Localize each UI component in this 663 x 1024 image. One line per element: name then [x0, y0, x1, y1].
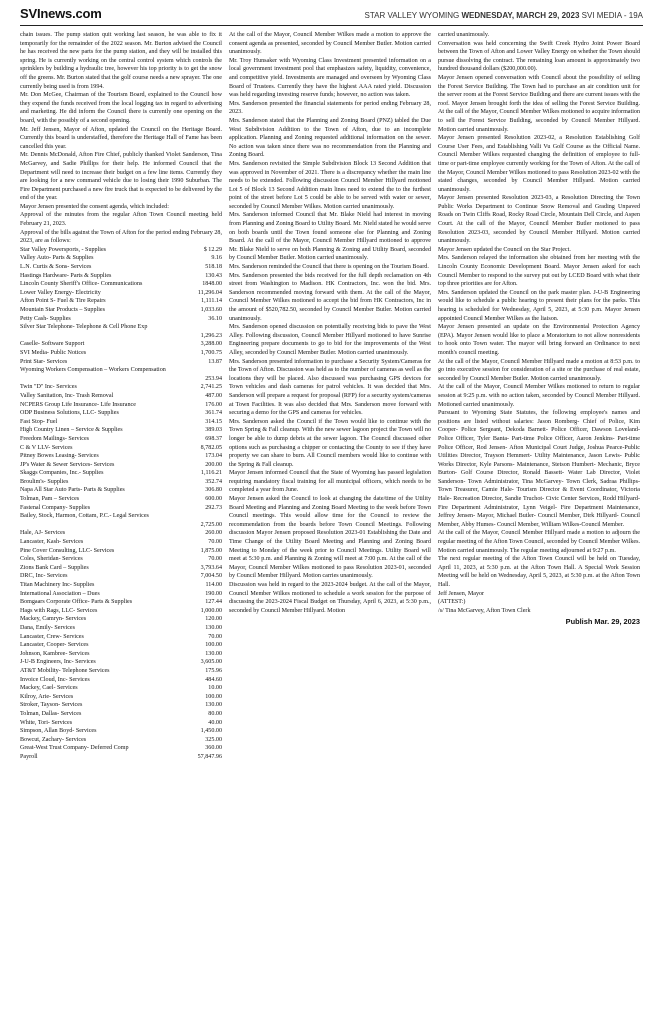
paragraph: Mayor Jensen updated the Council on the Star Project.	[438, 246, 571, 253]
bill-row	[20, 693, 222, 702]
bill-payee: Pitney Bowes Leasing- Services	[20, 453, 99, 460]
bill-row	[20, 366, 222, 383]
bill-amount: 40.00	[208, 719, 222, 726]
bill-row	[20, 624, 222, 633]
column-1	[20, 31, 222, 761]
bill-row	[20, 504, 222, 513]
bill-row	[20, 452, 222, 461]
bill-row	[20, 418, 222, 427]
bill-payee: NCPERS Group Life Insurance- Life Insurance	[20, 401, 136, 408]
bill-amount: 120.00	[205, 616, 222, 623]
bill-row	[20, 297, 222, 306]
bill-row	[20, 263, 222, 272]
bill-payee: Lower Valley Energy- Electricity	[20, 289, 101, 296]
bill-payee: Valley Sanitation, Inc- Trash Removal	[20, 392, 114, 399]
bill-amount: 1,116.21	[200, 470, 222, 477]
bill-payee: Coles, Sheridan- Services	[20, 556, 83, 563]
paragraph: Mrs. Sanderson informed Council that Mr. Blake Nield had interest in moving from Planning and Zoning Board to Utility Board. Mr. Nield stated he would serve on both boards until the Town found someone else for Planning and Zoning Board. At the call of the Mayor, Council Member Hillyard motioned to approve Mr. Blake Nield to serve on both Planning & Zoning and Utility Board, seconded by Council Member Butler. Motion carried unanimously.	[229, 212, 431, 262]
paragraph: At the call of the Mayor, Council Member Hillyard made a motion to adjourn the regular meeting of the Afton Town Council, seconded by Council Member Wilkes. Motion carried unanimously. The regular meeting adjourned at 9:27 p.m.	[438, 530, 640, 554]
bill-amount: 306.80	[205, 487, 222, 494]
bill-amount: 600.00	[205, 496, 222, 503]
bill-payee: ODP Business Solutions, LLC- Supplies	[20, 410, 119, 417]
paragraph: At the call of the Mayor, Council Member Hillyard made a motion at 8:53 p.m. to go into executive session for consideration of a site or the purchase of real estate, seconded by Council Member Butler. Motion carried unanimously.	[438, 358, 640, 382]
paragraph: Mayor Jensen presented Resolution 2023-03, a Resolution Directing the Town Public Works Department to Continue Snow Removal and Grading Unpaved Roads on Twin Cliffs Road, Rocky Road Circle, Mountain Dell Circle, and Aspen Court. At the call of the Mayor, Council Member Butler motioned to pass Resolution 2023-03, seconded by Council Member Hillyard. Motion carried unanimously.	[438, 195, 640, 245]
paragraph: Mrs. Sanderson relayed the information she obtained from her meeting with the Lincoln County Economic Development Board. Mayor Jensen asked for each Council Member to respond to the survey put out by LCED Board with what their top three priorities are for Afton.	[438, 255, 640, 288]
bill-row	[20, 461, 222, 470]
bill-payee: Invoice Cloud, Inc- Services	[20, 676, 90, 683]
bill-row	[20, 598, 222, 607]
paragraph: Mrs. Sanderson opened discussion on potentially receiving bids to pave the West Alley. Following discussion, Council Member Hillyard motioned to have Sunrise Engineering prepare documents to go to bid for the improvements of the West Alley, seconded by Council Member Butler. Motion carried unanimously.	[229, 324, 431, 356]
bill-amount: 698.37	[205, 435, 222, 442]
bill-amount: 1,875.00	[200, 547, 222, 554]
bill-amount: 1848.00	[202, 281, 222, 288]
bill-row	[20, 401, 222, 410]
paragraph: Mrs. Sanderson presented information to purchase a Security System/Cameras for the Town of Afton. Discussion was held as to the number of cameras as well as the locations they will be placed. Also discussed was purchasing GPS devices for Town vehicles and dash cameras for patrol vehicles. It was decided that Mrs. Sanderson will prepare a request for proposal (RFP) for a security system/cameras at Town Facilities. It was also decided that Mrs. Sanderson move forward with securing a demo for the GPS and cameras for vehicles.	[229, 358, 431, 417]
bill-amount: 484.60	[205, 676, 222, 683]
runhead-date: WEDNESDAY, MARCH 29, 2023	[461, 11, 580, 20]
bill-row	[20, 323, 222, 340]
bill-row	[20, 615, 222, 624]
bill-amount: 361.74	[205, 410, 222, 417]
bill-row	[20, 744, 222, 753]
paragraph: Mr. Dennis McDonald, Afton Fire Chief, publicly thanked Violet Sanderson, Tina McGarvey, and Sadie Phillips for their help. He informed Council that the Department will need to increase their budget on a few line items. Currently they are looking for a new command vehicle due to losing their 1990 Suburban. The Fire Department purchased a new fire truck that is expected to be delivered by the end of the year.	[20, 152, 222, 202]
paragraph: Mrs. Sanderson reminded the Council that there is opening on the Tourism Board.	[229, 264, 429, 271]
bill-payee: Tolman, Pam – Services	[20, 496, 80, 503]
bill-row	[20, 478, 222, 487]
bill-row	[20, 581, 222, 590]
column-1-paragraphs	[20, 31, 222, 246]
paragraph: Mr. Jeff Jensen, Mayor of Afton, updated the Council on the Heritage Board. Currently this board is understaffed, therefore the Heritage Hall of Fame has been cancelled this year.	[20, 126, 222, 150]
bill-amount: 1,111.14	[201, 298, 222, 305]
bill-payee: Fastenal Company- Supplies	[20, 504, 91, 511]
paragraph: At the call of the Mayor, Council Member Wilkes motioned to return to regular session at 9:25 p.m. with no action taken, seconded by Council Member Hillyard. Motioned carried unanimously.	[438, 384, 640, 408]
bill-amount: 9.16	[211, 255, 222, 262]
bill-amount: 352.74	[205, 478, 222, 485]
paragraph: Mayor Jensen presented an update on the Environmental Protection Agency (EPA). Mayor Jensen would like to place a Moratorium to not allow nonresidents to hook onto Town water. The mayor will bring forward an Ordinance to next month's council meeting.	[438, 324, 640, 356]
running-head	[365, 11, 643, 20]
bill-row	[20, 555, 222, 564]
paragraph: Mayor Jensen presented the consent agenda, which included:	[20, 203, 169, 210]
bill-row	[20, 246, 222, 255]
bill-row	[20, 529, 222, 538]
column-3-paragraphs	[438, 31, 640, 615]
bill-amount: 260.00	[205, 530, 222, 537]
bill-payee: L.N. Curtis & Sons- Services	[20, 264, 92, 271]
bill-amount: 127.44	[205, 599, 222, 606]
bill-payee: Mountain Star Products – Supplies	[20, 307, 105, 313]
bill-row	[20, 349, 222, 358]
bill-amount: 2,741.25	[200, 384, 222, 391]
bill-payee: Bailey, Stock, Harmon, Cottam, P.C.- Legal Services	[20, 513, 149, 520]
bill-payee: Mackey, Camryn- Services	[20, 616, 87, 623]
paragraph: Mayor Jensen opened conversation with Council about the possibility of selling the Forest Service Building. The Town had to purchase an air condition unit for the server room at the Forest Service Building and there are current issues with the roof. Mayor Jensen brought forth the idea of selling the Forest Service Building. At the call of the Mayor, Council Member Wilkes motioned to acquire information to sell the Forest Service Building, seconded by Council Member Hillyard. Motion carried unanimously.	[438, 74, 640, 133]
bill-row	[20, 538, 222, 547]
bill-row	[20, 315, 222, 324]
paragraph: Mrs. Sanderson stated that the Planning and Zoning Board (PNZ) tabled the Due West Subdivision Addition to the Town of Afton, due to an incomplete application. Planning and Zoning requested additional information on the sewer. No action was taken since there was no recommendation from the Planning and Zoning Board.	[229, 117, 431, 159]
bill-row	[20, 701, 222, 710]
bill-amount: 8,782.05	[200, 444, 222, 451]
bill-row	[20, 426, 222, 435]
bill-payee: High Country Linen – Service & Supplies	[20, 427, 123, 434]
bill-row	[20, 280, 222, 289]
paragraph: Conversation was held concerning the Swift Creek Hydro Joint Power Board between the Town of Afton and Lower Valley Energy on whether the Town should pursue dissolving the contract. The remaining loan amount is approximately two hundred thousand dollars ($200,000.00).	[438, 40, 640, 73]
bill-amount: 190.00	[205, 590, 222, 597]
bill-amount: 100.00	[205, 642, 222, 649]
bill-row	[20, 469, 222, 478]
bill-amount: 100.00	[205, 693, 222, 700]
bill-amount: 13.87	[208, 358, 222, 365]
bill-amount: 7,004.50	[200, 573, 222, 580]
bill-amount: 114.00	[205, 582, 222, 588]
bill-row	[20, 409, 222, 418]
paragraph: Pursuant to Wyoming State Statutes, the following employee's names and positions are listed without salaries: Jason Romberg- Chief of Police, Kim Cooper- Police Sergeant, Dekoda Barnett- Police Officer, Dawson Loveland- Police Officer, Tyler Banta- Part-time Police Officer, Aaron Jenkins- Part-time Police Officer, Rod Jensen- Afton Municipal Court Judge, Joshua Pearce-Public Utilities Director, Trayson Hemmert- Utility Maintenance, Jason Lewis- Public Works Director, Kyle Parsons- Maintenance, Stetson Humbert- Mechanic, Bryce Burton- Golf Course Director, Ronald Bassett- Water Lab Director, Violet Sanderson- Town Administrator, Tina McGarvey- Town Clerk, Sadraa Phillips- Town Treasurer, Camie Hale- Tourism Director & Event Coordinator, Victoria Hale- Recreation Director, Sandie Truchot- Civic Center Services, Rodd Hillyard- Fire Department Administrator, Lynn Veigel- Fire Department Maintenance, Jeffrey Jensen- Mayor, Michael Butler- Council Member, Dirk Hillyard- Council Member, Abby Humes- Council Member, William Wilkes-Council Member.	[438, 410, 640, 528]
column-3	[438, 31, 640, 761]
bill-row	[20, 289, 222, 298]
bill-payee: Johnson, Kambree- Services	[20, 650, 90, 657]
bill-payee: Great-West Trust Company- Deferred Comp	[20, 745, 129, 752]
bill-row	[20, 607, 222, 616]
bill-payee: Valley Auto- Parts & Supplies	[20, 255, 94, 262]
bill-row	[20, 254, 222, 263]
paragraph: At the call of the Mayor, Council Member Wilkes made a motion to approve the consent agenda as presented, seconded by Council Member Butler. Motion carried unanimously.	[229, 32, 431, 56]
bill-payee: Tolman, Dallas- Services	[20, 710, 82, 717]
bill-amount: 11,296.04	[197, 289, 222, 296]
bill-payee: Petty Cash- Supplies	[20, 315, 71, 322]
paragraph: Mr. Troy Hunsaker with Wyoming Class Investment presented information on a local government investment pool that emphasizes safety, liquidity, convenience, and competitive yield. Investments are managed and overseen by Wyoming Class Board of Trustees. Currently they have the highest AAA rated yield. Discussion was held regarding investing reserve funds; however, no action was taken.	[229, 57, 431, 99]
paragraph: Mayor Jensen informed Council that the State of Wyoming has passed legislation requiring mandatory fiscal training for all municipal officers, which needs to be completed a year from June.	[229, 470, 431, 494]
bill-amount: 314.15	[205, 418, 222, 425]
paragraph: Mrs. Sanderson asked the Council if the Town would like to continue with the Town Spring & Fall cleanup. With the new sewer lagoon project the Town will no longer be able to dump debris at the sewer lagoon. The Council discussed other options such as purchasing a chipper or contacting the County to see if they have property we can share to burn. All Council members would like to continue with the Spring & Fall cleanup.	[229, 418, 431, 468]
column-2	[229, 31, 431, 761]
bill-payee: Fast Stop- Fuel	[20, 418, 58, 425]
bill-amount: 70.00	[208, 539, 222, 546]
bill-row	[20, 650, 222, 659]
paragraph: Mayor Jensen presented Resolution 2023-02, a Resolution Establishing Golf Course User Fees, and Establishing Valli Vu Golf Course as the Official Name. Council Member Wilkes requested changing the definition of employee to full-time or part-time employee currently working for the Town of Afton. At the call of the Mayor, Council Member Wilkes motioned to pass Resolution 2023-02 with the stated changes, seconded by Council Member Hillyard. Motion carried unanimously.	[438, 135, 640, 193]
bill-row	[20, 383, 222, 392]
bill-payee: Lancaster, Kash- Services	[20, 539, 84, 546]
bill-amount: 325.00	[205, 736, 222, 743]
bill-amount: 1,000.00	[200, 607, 222, 614]
runhead-suffix: SVI MEDIA - 19A	[581, 11, 643, 20]
paragraph: Approval of the bills against the Town of Afton for the period ending February 28, 2023, are as follows:	[20, 229, 222, 245]
article-columns	[20, 31, 643, 761]
bill-payee: Dana, Emily- Services	[20, 624, 75, 631]
bill-amount: 1,700.75	[200, 349, 222, 356]
bill-payee: Lancaster, Cooper- Services	[20, 642, 89, 649]
paragraph: Mayor Jensen asked the Council to look at changing the date/time of the Utility Board Meeting and Planning and Zoning Board Meeting to the week before Town Council meetings. This would allow time for the Council to review the recommendation from the boards before Town Council Meetings. Following discussion Mayor Jensen proposed Resolution 2023-01 Establishing the Date and Time Change of the Utility Board Meeting and Planning and Zoning Board Meeting to Monday of the week prior to Council Meetings. Utility Board will meet at 5:30 p.m. and Planning & Zoning will meet at 7:00 p.m. At the call of the Mayor, Council Member Wilkes motioned to pass Resolution 2023-01, seconded by Council Member Hillyard. Motion carries unanimously.	[229, 496, 431, 580]
paragraph: chain issues. The pump station quit working last season, he was able to fix it temporarily for the remainder of the 2022 season. Mr. Burton advised the Council he has received the new parts for the pump station, and they will be installed this spring. He is currently working on the central control system which controls the sprinklers by building a hydraulic tree, however his top priority is to get the snow off the greens. Mr. Burton stated that the golf course needs a new sprayer. The one currently being used is from 1994.	[20, 32, 222, 90]
publish-date: Publish Mar. 29, 2023	[565, 617, 640, 627]
bill-amount: 1,033.60	[200, 307, 222, 313]
bill-row	[20, 512, 222, 529]
paragraph: Approval of the minutes from the regular Afton Town Council meeting held February 21, 2023.	[20, 212, 222, 228]
bill-amount: 70.00	[208, 556, 222, 563]
bill-row	[20, 340, 222, 349]
bill-amount: 292.73	[205, 504, 222, 511]
bill-payee: Stroker, Tayson- Services	[20, 702, 83, 709]
bill-payee: Mackey, Cael- Services	[20, 685, 78, 692]
bill-payee: Bowcut, Zachary- Services	[20, 736, 87, 743]
bill-payee: Napa All Star Auto Parts- Parts & Supplies	[20, 487, 125, 494]
paragraph: Discussion was held in regard to the 2023-2024 budget. At the call of the Mayor, Council Member Wilkes motioned to schedule a work session for the purpose of discussing the 2023-2024 Fiscal Budget on Thursday, April 6, 2023, at 5:30 p.m., seconded by Council Member Hillyard. Motion	[229, 582, 431, 614]
bill-payee: Print Star- Services	[20, 358, 68, 365]
bill-payee: J-U-B Engineers, Inc- Services	[20, 659, 96, 666]
bill-row	[20, 658, 222, 667]
bill-row	[20, 547, 222, 556]
bill-payee: Freedom Mailings- Services	[20, 435, 90, 442]
bill-amount: 2,725.00	[200, 521, 222, 528]
bill-row	[20, 564, 222, 573]
bill-row	[20, 392, 222, 401]
bill-row	[20, 590, 222, 599]
bill-amount: 360.00	[205, 745, 222, 752]
bill-payee: C & V LLV- Services	[20, 444, 73, 451]
paragraph: (ATTEST:)	[438, 599, 466, 606]
bill-amount: 70.00	[208, 633, 222, 640]
paragraph: Mrs. Sanderson revisited the Simple Subdivision Block 13 Second Addition that was approved in November of 2021. There is a discrepancy whether the main line needs to be extended. Following discussion Council Member Hillyard motioned Lot 5 of Block 13 Second Addition main lines need to extend the to the furthest point of the street before Lot 5 could be able to be served with water or sewer, seconded by Council Member Wilkes. Motion carried unanimously.	[229, 160, 431, 210]
bill-row	[20, 753, 222, 762]
runhead-prefix: STAR VALLEY WYOMING	[364, 11, 460, 20]
bill-payee: Twin "D" Inc- Services	[20, 384, 77, 391]
site-name[interactable]: SVInews.com	[20, 6, 102, 21]
bill-amount: 10.00	[208, 685, 222, 692]
bill-row	[20, 633, 222, 642]
bill-payee: Payroll	[20, 753, 38, 760]
paragraph: Mrs. Sanderson presented the financial statements for period ending February 28, 2023.	[229, 100, 431, 116]
bill-payee: Kilroy, Arie- Services	[20, 693, 74, 700]
bill-amount: 175.96	[205, 667, 222, 674]
bill-payee: Pine Cover Consulting, LLC- Services	[20, 547, 115, 554]
bill-payee: Zions Bank Card – Supplies	[20, 564, 89, 571]
bill-payee: DRC, Inc- Services	[20, 573, 68, 580]
bill-amount: 518.18	[205, 264, 222, 271]
bill-row	[20, 667, 222, 676]
bill-payee: SVI Media- Public Notices	[20, 349, 87, 356]
bill-amount: 3,288.00	[200, 341, 222, 348]
paragraph: carried unanimously.	[438, 32, 490, 38]
bill-amount: 3,793.64	[200, 564, 222, 571]
bill-amount: 130.00	[205, 624, 222, 631]
bill-payee: JP's Water & Sewer Services- Services	[20, 461, 115, 468]
bill-row	[20, 736, 222, 745]
bill-payee: Wyoming Workers Compensation – Workers Compensation	[20, 367, 166, 374]
bill-row	[20, 495, 222, 504]
bill-amount: 3,605.00	[200, 659, 222, 666]
bill-amount: 36.10	[208, 315, 222, 322]
bill-amount: 253.94	[205, 375, 222, 382]
bill-payee: International Association – Dues	[20, 590, 100, 597]
paragraph: Mrs. Sanderson presented the bids received for the full depth reclamation on 4th street from Washington to Madison. HK Contractors, Inc. won the bid. Mrs. Sanderson recommended moving forward with them. At the call of the Mayor, Council Member Wilkes motioned to accept the bid from HK Contractors, Inc in the amount of $520,782.50, seconded by Council Member Butler. Motion carried unanimously.	[229, 272, 431, 322]
paragraph: The next regular meeting of the Afton Town Council will be held on Tuesday, April 11, 2023, at 5:30 p.m. at the Afton Town Hall. A Special Work Session Meeting will be held on Wednesday, April 5, 2023, at 5:30 p.m. at the Afton Town Hall.	[438, 556, 640, 588]
bill-payee: Skaggs Companies, Inc.- Supplies	[20, 470, 104, 477]
bill-row	[20, 641, 222, 650]
bill-payee: Lincoln County Sheriff's Office- Communications	[20, 281, 143, 288]
bills-list	[20, 246, 222, 762]
bill-payee: Hale, AJ- Services	[20, 530, 66, 537]
bill-amount: 130.00	[205, 702, 222, 709]
bill-payee: Broulim's- Supplies	[20, 478, 69, 485]
paragraph: Mr. Don McGee, Chairman of the Tourism Board, explained to the Council how they expend the funds received from the local logging tax in regard to advertising and marketing. He did inform the Council there is currently one opening on the board, with the possibly of a second opening.	[20, 92, 222, 124]
bill-amount: 130.00	[205, 650, 222, 657]
bill-amount: 57,847.96	[197, 753, 222, 760]
bill-amount: 389.03	[205, 427, 222, 434]
bill-row	[20, 486, 222, 495]
bill-payee: Simpson, Allan Boyd- Services	[20, 728, 97, 735]
bill-payee: Star Valley Powersports, - Supplies	[20, 246, 107, 253]
bill-row	[20, 306, 222, 315]
bill-amount: 1,450.00	[200, 728, 222, 735]
bill-amount: $ 12.29	[203, 246, 222, 253]
paragraph: Jeff Jensen, Mayor	[438, 590, 485, 597]
bill-amount: 173.04	[205, 453, 222, 460]
bill-amount: 80.00	[208, 710, 222, 717]
bill-payee: White, Tori- Services	[20, 719, 73, 726]
paragraph: /s/ Tina McGarvey, Afton Town Clerk	[438, 607, 531, 614]
bill-payee: Titan Machinery Inc- Supplies	[20, 582, 95, 588]
bill-amount: 200.00	[205, 461, 222, 468]
bill-row	[20, 676, 222, 685]
bill-payee: AT&T Mobility- Telephone Services	[20, 667, 110, 674]
bill-row	[20, 435, 222, 444]
bill-amount: 130.43	[205, 272, 222, 279]
bill-amount: 487.00	[205, 392, 222, 399]
bill-row	[20, 719, 222, 728]
bill-payee: Afton Point S- Fuel & Tire Repairs	[20, 298, 106, 305]
bill-payee: Hags with Rags, LLC- Services	[20, 607, 98, 614]
bill-row	[20, 684, 222, 693]
bill-row	[20, 358, 222, 367]
paragraph: Mrs. Sanderson updated the Council on the park master plan. J-U-B Engineering would like to schedule a public hearing to present their plans for the parks. This hearing is scheduled for Wednesday, April 5, 2023, at 5:30 p.m. Mayor Jensen appointed Council Member Wilkes as the liaison.	[438, 289, 640, 322]
bill-row	[20, 272, 222, 281]
bill-amount: 1,296.23	[200, 332, 222, 339]
masthead	[20, 6, 643, 26]
bill-row	[20, 710, 222, 719]
bill-payee: Caselle- Software Support	[20, 341, 85, 348]
bill-row	[20, 727, 222, 736]
bill-amount: 176.00	[205, 401, 222, 408]
bill-payee: Hastings Hardware- Parts & Supplies	[20, 272, 112, 279]
bill-row	[20, 572, 222, 581]
bill-payee: Bomgaars Corporate Office- Parts & Supplies	[20, 599, 133, 606]
bill-row	[20, 444, 222, 453]
bill-payee: Silver Star Telephone- Telephone & Cell Phone Exp	[20, 324, 148, 331]
bill-payee: Lancaster, Crew- Services	[20, 633, 84, 640]
